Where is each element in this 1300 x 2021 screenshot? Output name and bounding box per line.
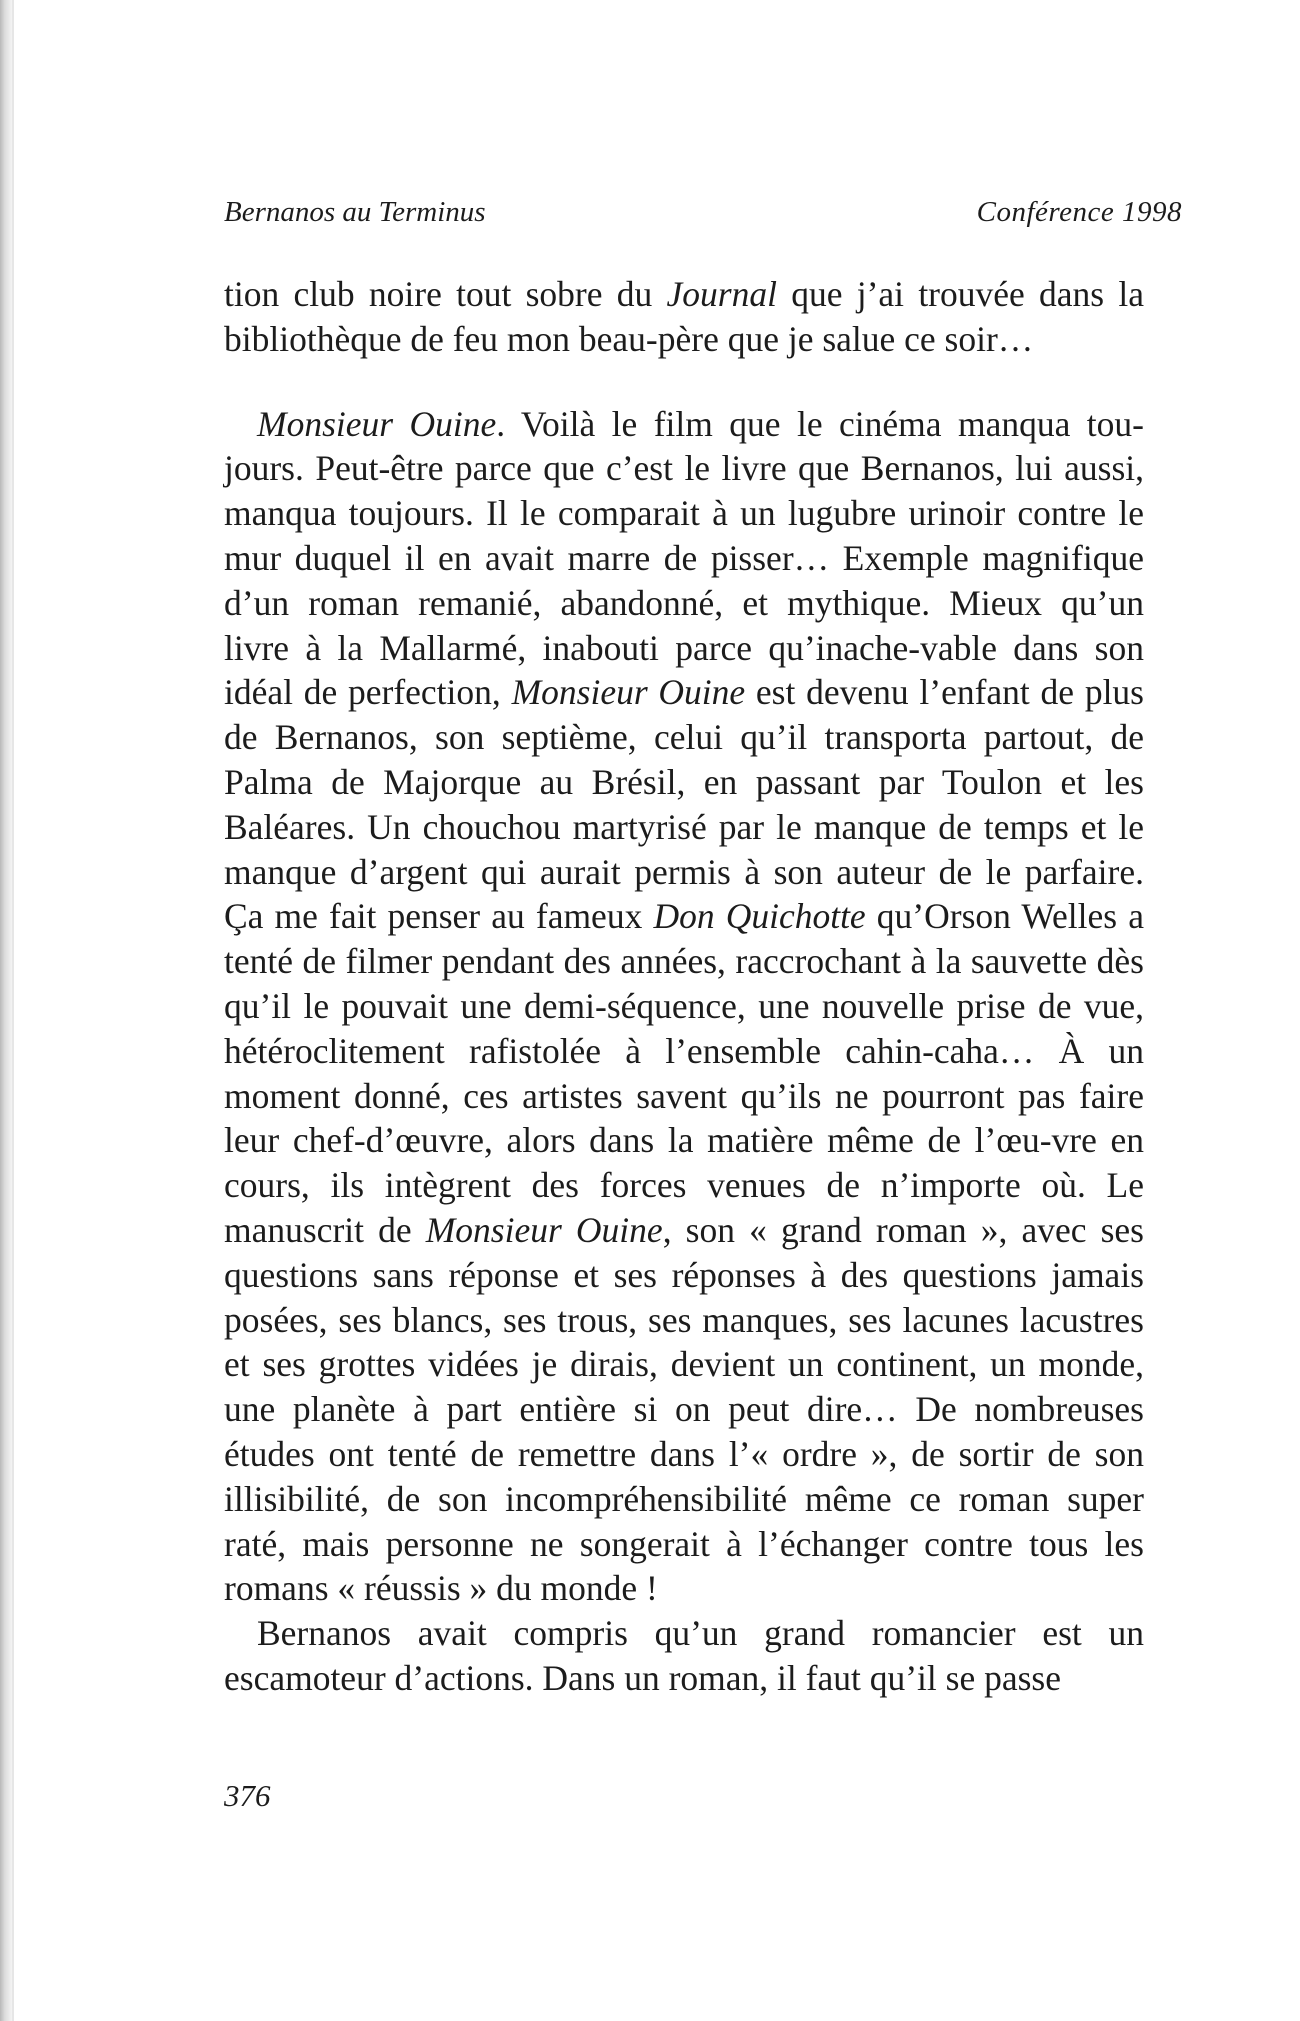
paragraph-monsieur-ouine <box>224 402 1144 1612</box>
italic-title-text: Journal <box>666 274 777 314</box>
body-text <box>224 272 1144 1701</box>
text-run: que j’ai trouvée dans la bibliothèque de feu mon beau-père que je salue ce soir… <box>224 274 1144 359</box>
page-edge-shadow <box>0 0 12 2021</box>
text-run: , son « grand roman », avec ses questions sans réponse et ses réponses à des questions jamais posées, ses blancs, ses trous, ses manques, ses lacunes lacustres et ses grottes vidées je dirais, devient un continent, un monde, une planète à part entière si on peut dire… De nombreuses études ont tenté de remettre dans l’« ordre », de sortir de son illisibilité, de son incompréhensibilité même ce roman super raté, mais personne ne songerait à l’échanger contre tous les romans « réussis » du monde ! <box>224 1209 1144 1609</box>
text-run: tion club noire tout sobre du <box>224 274 667 314</box>
running-head-section: Conférence 1998 <box>976 196 1182 228</box>
italic-title-text: Monsieur Ouine <box>511 672 746 713</box>
paragraph-continuation <box>224 272 1144 362</box>
text-run: Bernanos avait compris qu’un grand romancier est un escamoteur d’actions. Dans un roman, il faut qu’il se passe <box>224 1613 1144 1698</box>
page-number: 376 <box>224 1778 271 1813</box>
italic-title-text: Monsieur Ouine <box>257 403 497 444</box>
italic-title-text: Don Quichotte <box>653 896 866 937</box>
text-run: est devenu l’enfant de plus de Bernanos, son septième, celui qu’il transporta partout, de Palma de Majorque au Brésil, en passant par Toulon et les Baléares. Un chouchou martyrisé par le manque de temps et le manque d’argent qui aurait permis à son auteur de le parfaire. Ça me fait penser au fameux <box>224 672 1144 937</box>
page-edge-line <box>12 0 14 2021</box>
running-head-book-title: Bernanos au Terminus <box>224 196 486 228</box>
italic-title-text: Monsieur Ouine <box>425 1209 663 1250</box>
text-run: . Voilà le film que le cinéma manqua tou-jours. Peut-être parce que c’est le livre que Bernanos, lui aussi, manqua toujours. Il le comparait à un lugubre urinoir contre le mur duquel il en avait marre de pisser… Exemple magnifique d’un roman remanié, abandonné, et mythique. Mieux qu’un livre à la Mallarmé, inabouti parce qu’inache-vable dans son idéal de perfection, <box>224 403 1144 713</box>
paragraph-escamoteur <box>224 1611 1144 1701</box>
running-head <box>224 196 1182 236</box>
text-run: qu’Orson Welles a tenté de filmer pendant des années, raccrochant à la sauvette dès qu’il le pouvait une demi-séquence, une nouvelle prise de vue, hétéroclitement rafistolée à l’ensemble cahin-caha… À un moment donné, ces artistes savent qu’ils ne pourront pas faire leur chef-d’œuvre, alors dans la matière même de l’œu-vre en cours, ils intègrent des forces venues de n’importe où. Le manuscrit de <box>224 896 1144 1250</box>
